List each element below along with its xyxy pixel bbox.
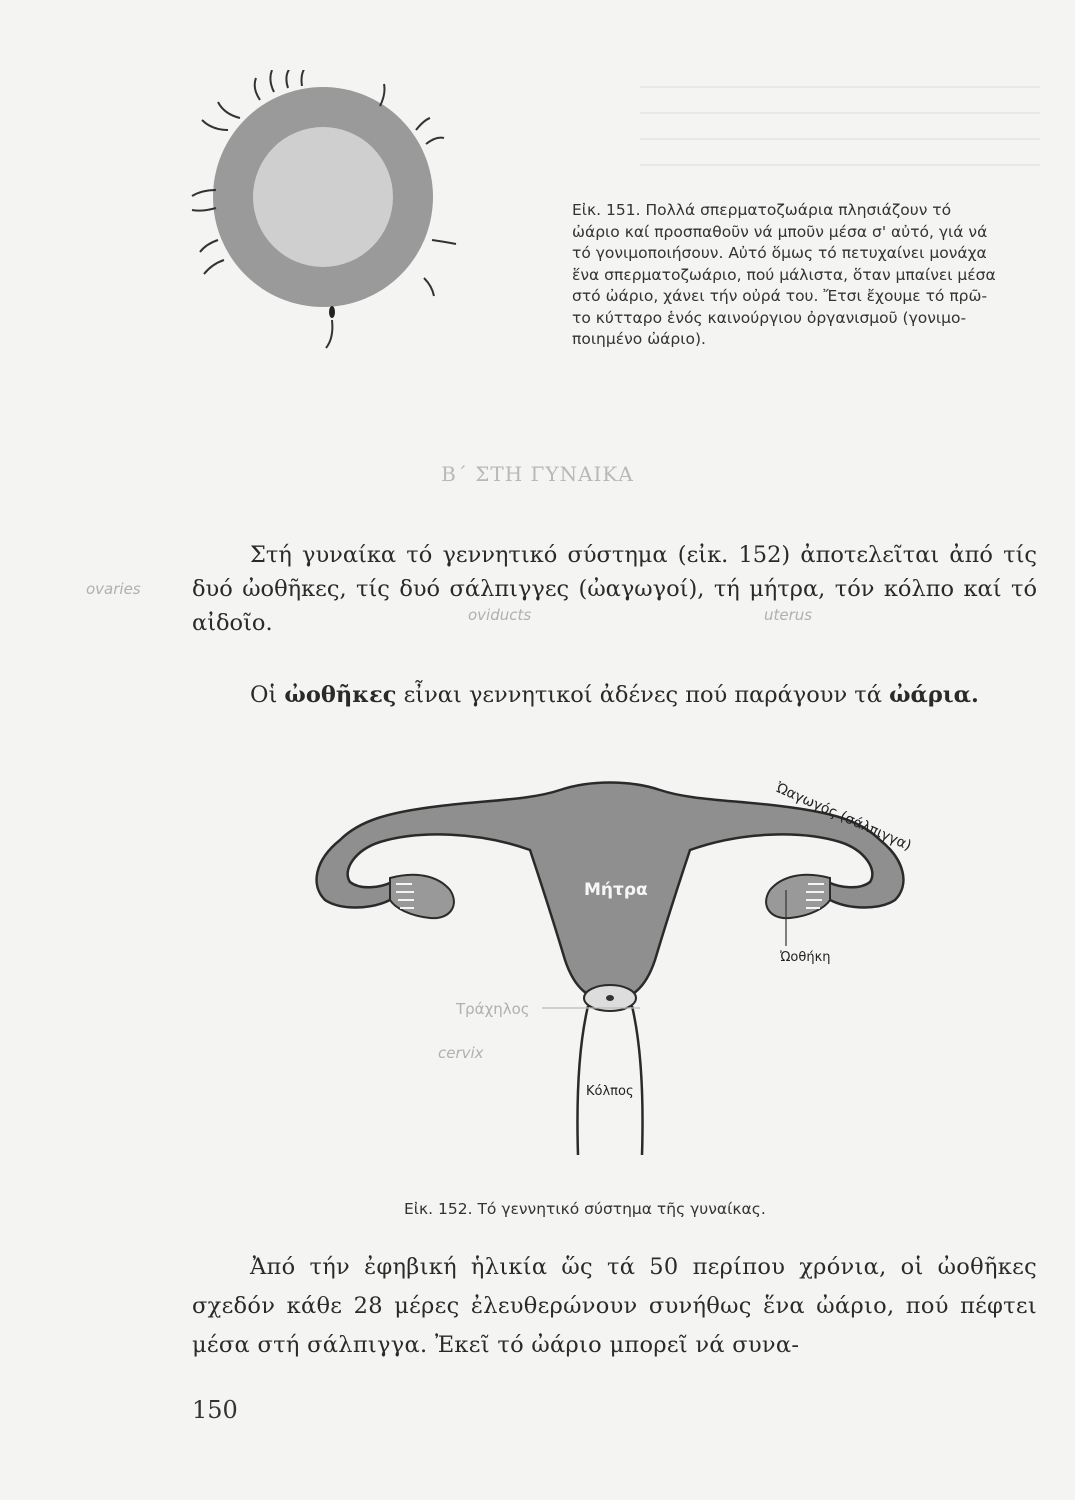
figure-151-caption: Εἰκ. 151. Πολλά σπερματοζωάρια πλησιάζουν τό ὠάριο καί προσπαθοῦν νά μποῦν μέσα σ' αὐτό, γιά νά τό γονιμοποιήσουν. Αὐτό ὅμως τό πετυχαίνει μονάχα ἕνα σπερματοζωάριο, πού μάλιστα, ὅταν μπαίνει μέσα στό ὠάριο, χάνει τήν οὐρά του. Ἔτσι ἔχουμε τό πρῶ- το κύτταρο ἑνός καινούργιου ὀργανισμοῦ (γονιμο- ποιημένο ὠάριο). (572, 201, 996, 348)
figure-151-egg-illustration (180, 70, 480, 370)
label-ovary: Ὠοθήκη (780, 950, 831, 965)
handwritten-cervix-greek: Τράχηλος (456, 1000, 530, 1018)
handwritten-uterus: uterus (764, 606, 813, 624)
sperm-entering (329, 306, 335, 318)
label-vagina: Κόλπος (586, 1084, 634, 1099)
paragraph-1: Στή γυναίκα τό γεννητικό σύστημα (εἰκ. 152) ἀποτελεῖται ἀπό τίς δυό ὠοθῆκες, τίς δυό σάλπιγγες (ὠαγωγοί), τή μήτρα, τόν κόλπο καί τό αἰδοῖο. (192, 542, 1037, 636)
paragraph-3: Ἀπό τήν ἐφηβική ἡλικία ὥς τά 50 περίπου χρόνια, οἱ ὠοθῆκες σχεδόν κάθε 28 μέρες ἐλευθερώνουν συνήθως ἕνα ὠάριο, πού πέφτει μέσα στή σάλπιγγα. Ἐκεῖ τό ὠάριο μπορεῖ νά συνα- (192, 1254, 1037, 1358)
p2-middle: εἶναι γεννητικοί ἀδένες πού παράγουν τά (396, 682, 890, 708)
vagina-left-wall (577, 1006, 588, 1155)
page-number: 150 (192, 1396, 238, 1424)
p2-before: Οἱ (250, 682, 285, 708)
egg-inner-cytoplasm (253, 127, 393, 267)
term-ovaries: ὠοθῆκες (284, 682, 397, 708)
uterus-and-tubes (317, 783, 904, 1156)
vagina-right-wall (632, 1006, 643, 1155)
section-heading: Β΄ ΣΤΗ ΓΥΝΑΙΚΑ (441, 462, 634, 486)
term-ova: ὠάρια. (889, 682, 979, 708)
figure-152-caption: Εἰκ. 152. Τό γεννητικό σύστημα τῆς γυναίκας. (404, 1200, 766, 1218)
paragraph-2 (192, 678, 1037, 712)
handwritten-oviducts: oviducts (468, 606, 532, 624)
label-oviduct: Ὠαγωγός (σάλπιγγα) (773, 780, 914, 855)
handwritten-cervix: cervix (438, 1044, 484, 1062)
label-uterus: Μήτρα (584, 880, 648, 900)
handwritten-ovaries: ovaries (86, 580, 141, 598)
bleed-through-text (640, 80, 1040, 190)
